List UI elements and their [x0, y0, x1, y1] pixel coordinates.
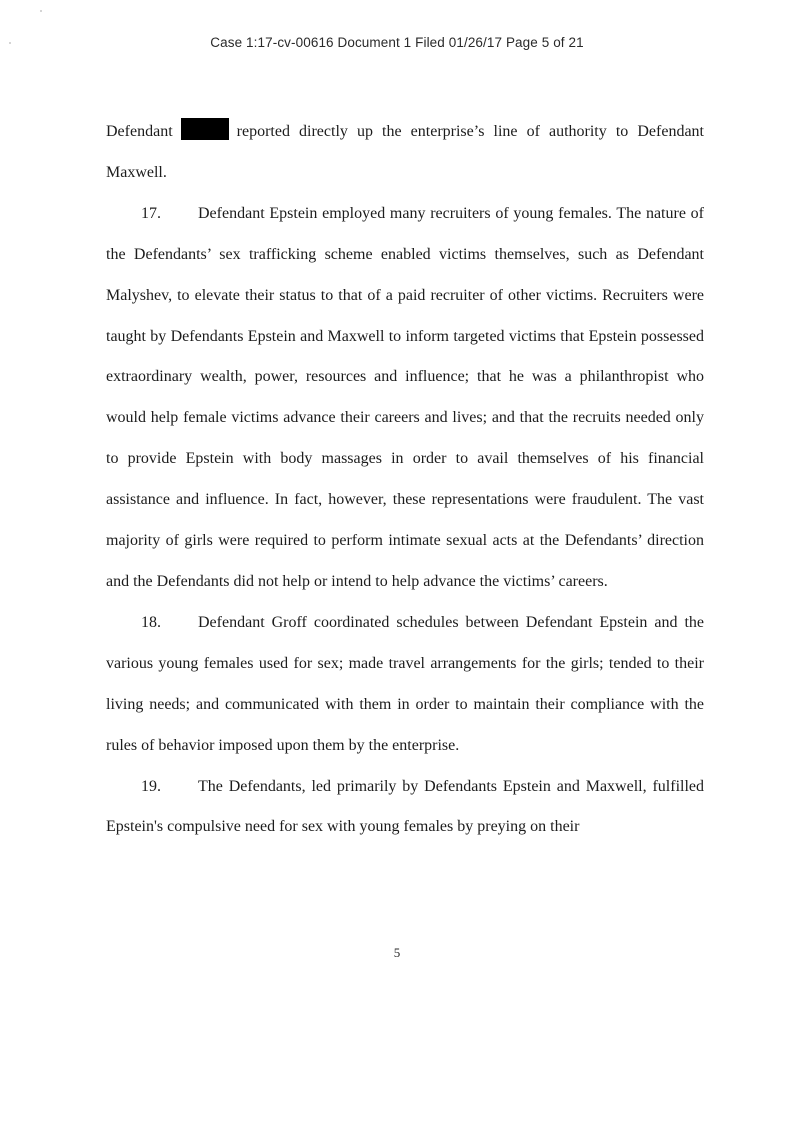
case-header: Case 1:17-cv-00616 Document 1 Filed 01/26/17 Page 5 of 21 — [210, 35, 584, 50]
paragraph-text-after-redaction: reported directly up the enterprise’s line of authority to Defendant Maxwell. — [106, 123, 704, 181]
paragraph-17 — [106, 194, 704, 603]
paragraph-19 — [106, 767, 704, 849]
paragraph-text: Defendant Groff coordinated schedules between Defendant Epstein and the various young females used for sex; made travel arrangements for the girls; tended to their living needs; and communicated with them in order to maintain their compliance with the rules of behavior imposed upon them by the enterprise. — [106, 613, 704, 754]
paragraph-text-before-redaction: Defendant — [106, 123, 173, 140]
scan-speck — [40, 10, 42, 12]
paragraph-text: Defendant Epstein employed many recruiters of young females. The nature of the Defendants’ sex trafficking scheme enabled victims themselves, such as Defendant Malyshev, to elevate their status to that of a paid recruiter of other victims. Recruiters were taught by Defendants Epstein and Maxwell to inform targeted victims that Epstein possessed extraordinary wealth, power, resources and influence; that he was a philanthropist who would help female victims advance their careers and lives; and that the recruits needed only to provide Epstein with body massages in order to avail themselves of his financial assistance and influence. In fact, however, these representations were fraudulent. The vast majority of girls were required to perform intimate sexual acts at the Defendants’ direction and the Defendants did not help or intend to help advance the victims’ careers. — [106, 204, 704, 590]
paragraph-number: 18. — [141, 613, 161, 631]
redaction-box — [181, 118, 229, 140]
paragraph-18 — [106, 603, 704, 767]
paragraph-number: 19. — [141, 777, 161, 795]
paragraph-16-continuation — [106, 112, 704, 194]
paragraph-text: The Defendants, led primarily by Defendants Epstein and Maxwell, fulfilled Epstein's compulsive need for sex with young females by preying on their — [106, 777, 704, 836]
page-number: 5 — [393, 945, 401, 960]
paragraph-number: 17. — [141, 204, 161, 222]
document-body — [106, 112, 704, 848]
